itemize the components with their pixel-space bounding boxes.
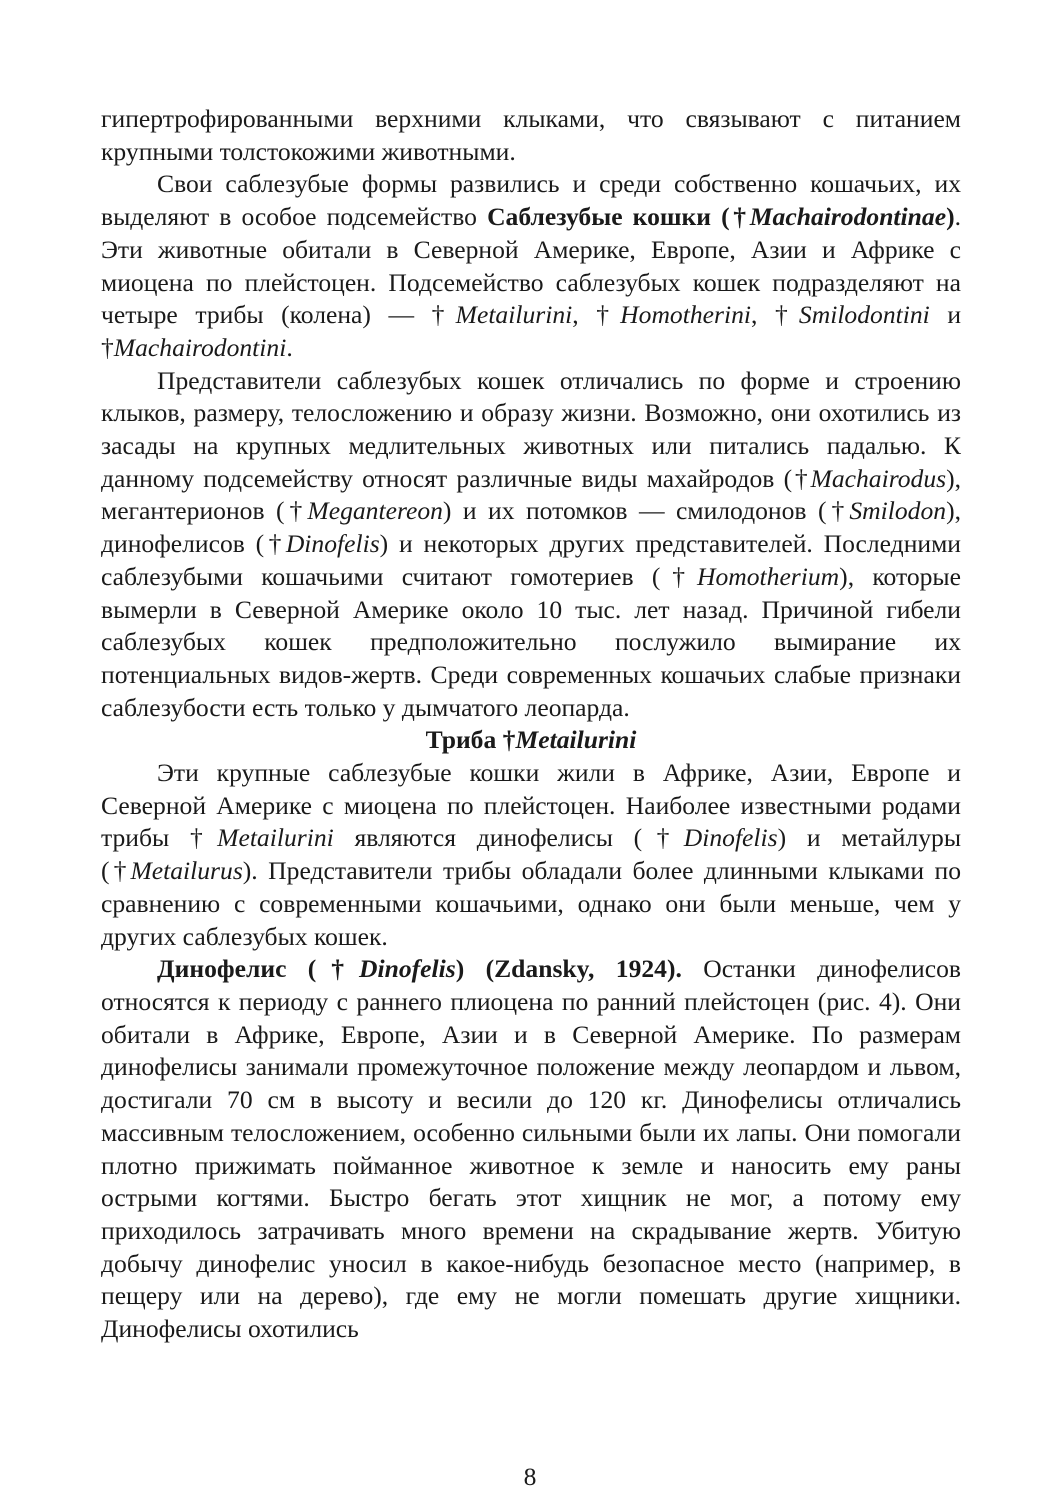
text-run: Представители саблезубых кошек отличались по форме и строению клыков, размеру, телосложению и образу жизни. Возможно, они охотились из засады на крупных медлительных животных или питались падалью. К данному подсемейству относят различные виды махайродов († xyxy=(101,365,961,493)
text-run: ), мегантерионов († xyxy=(101,463,961,526)
text-run: гипертрофированными верхними клыками, что связывают с питанием крупными толстокожими животными. xyxy=(101,104,961,166)
paragraph-representatives xyxy=(101,365,961,725)
paragraph-subfamily xyxy=(101,168,961,364)
text-run: являются динофелисы († xyxy=(333,823,684,853)
text-run: , † xyxy=(572,300,621,330)
latin-term: Machairodus xyxy=(810,463,947,493)
text-run: Свои саблезубые формы развились и среди собственно кошачьих, их выделяют в особое подсемейство xyxy=(101,169,961,232)
paragraph-dinofelis xyxy=(101,953,961,1345)
latin-term: Homotherium xyxy=(696,561,840,591)
heading-text: Триба † xyxy=(425,725,516,755)
document-page xyxy=(101,103,961,1346)
latin-term: Machairodontinae xyxy=(749,202,947,232)
latin-term: Metailurus xyxy=(130,856,243,886)
heading-latin: Metailurini xyxy=(515,725,637,755)
text-run: Останки динофелисов относятся к периоду с раннего плиоцена по ранний плейстоцен (рис. 4). Они обитали в Африке, Европе, Азии и в Северной Америке. По размерам динофелисы занимали промежуточное положение между леопардом и львом, достигали 70 см в высоту и весили до 120 кг. Динофелисы отличались массивным телосложением, особенно сильными были их лапы. Они помогали плотно прижимать пойманное животное к земле и наносить ему раны острыми когтями. Быстро бегать этот хищник не мог, а потому ему приходилось затрачивать много времени на скрадывание жертв. Убитую добычу динофелис уносил в какое-нибудь безопасное место (например, в пещеру или на дерево), где ему не могли помешать другие хищники. Динофелисы охотились xyxy=(101,954,961,1344)
text-run: Эти крупные саблезубые кошки жили в Африке, Азии, Европе и Северной Америке с миоцена по плейстоцен. Наиболее известными родами трибы † xyxy=(101,758,961,853)
bold-term: ) xyxy=(946,202,955,232)
text-run: . xyxy=(286,332,293,362)
text-run: ). Представители трибы обладали более длинными клыками по сравнению с современными кошачьими, однако они были меньше, чем у других саблезубых кошек. xyxy=(101,856,961,951)
text-run: и † xyxy=(101,300,962,362)
bold-term: Саблезубые кошки († xyxy=(487,202,750,232)
section-heading xyxy=(101,724,961,757)
latin-term: Megantereon xyxy=(307,496,443,526)
text-run: , † xyxy=(750,300,799,330)
latin-term: Dinofelis xyxy=(359,954,456,984)
page-number: 8 xyxy=(523,1462,537,1491)
latin-term: Smilodontini xyxy=(798,300,930,330)
text-run: . Эти животные обитали в Северной Америке, Европе, Азии и Африке с миоцена по плейстоцен. Подсемейство саблезубых кошек подразделяют на четыре трибы (колена) — † xyxy=(101,202,961,330)
text-run: ), динофелисов († xyxy=(101,496,961,559)
latin-term: Metailurini xyxy=(217,823,334,853)
latin-term: Smilodon xyxy=(849,496,947,526)
latin-term: Dinofelis xyxy=(683,823,778,853)
latin-term: Metailurini xyxy=(455,300,573,330)
paragraph-continuation xyxy=(101,103,961,168)
paragraph-tribe xyxy=(101,757,961,953)
bold-term: Динофелис († xyxy=(157,954,360,984)
bold-term: ) (Zdansky, 1924). xyxy=(455,954,682,984)
latin-term: Homotherini xyxy=(620,300,751,330)
latin-term: Dinofelis xyxy=(285,529,380,559)
text-run: ), которые вымерли в Северной Америке около 10 тыс. лет назад. Причиной гибели саблезубых кошек предположительно послужило вымирание их потенциальных видов-жертв. Среди современных кошачьих слабые признаки саблезубости есть только у дымчатого леопарда. xyxy=(101,561,961,722)
text-run: ) и их потомков — смилодонов († xyxy=(442,496,850,526)
latin-term: Machairodontini xyxy=(113,332,287,362)
text-run: ) и некоторых других представителей. Последними саблезубыми кошачьими считают гомотериев († xyxy=(101,529,961,591)
text-run: ) и метайлуры († xyxy=(101,823,962,886)
